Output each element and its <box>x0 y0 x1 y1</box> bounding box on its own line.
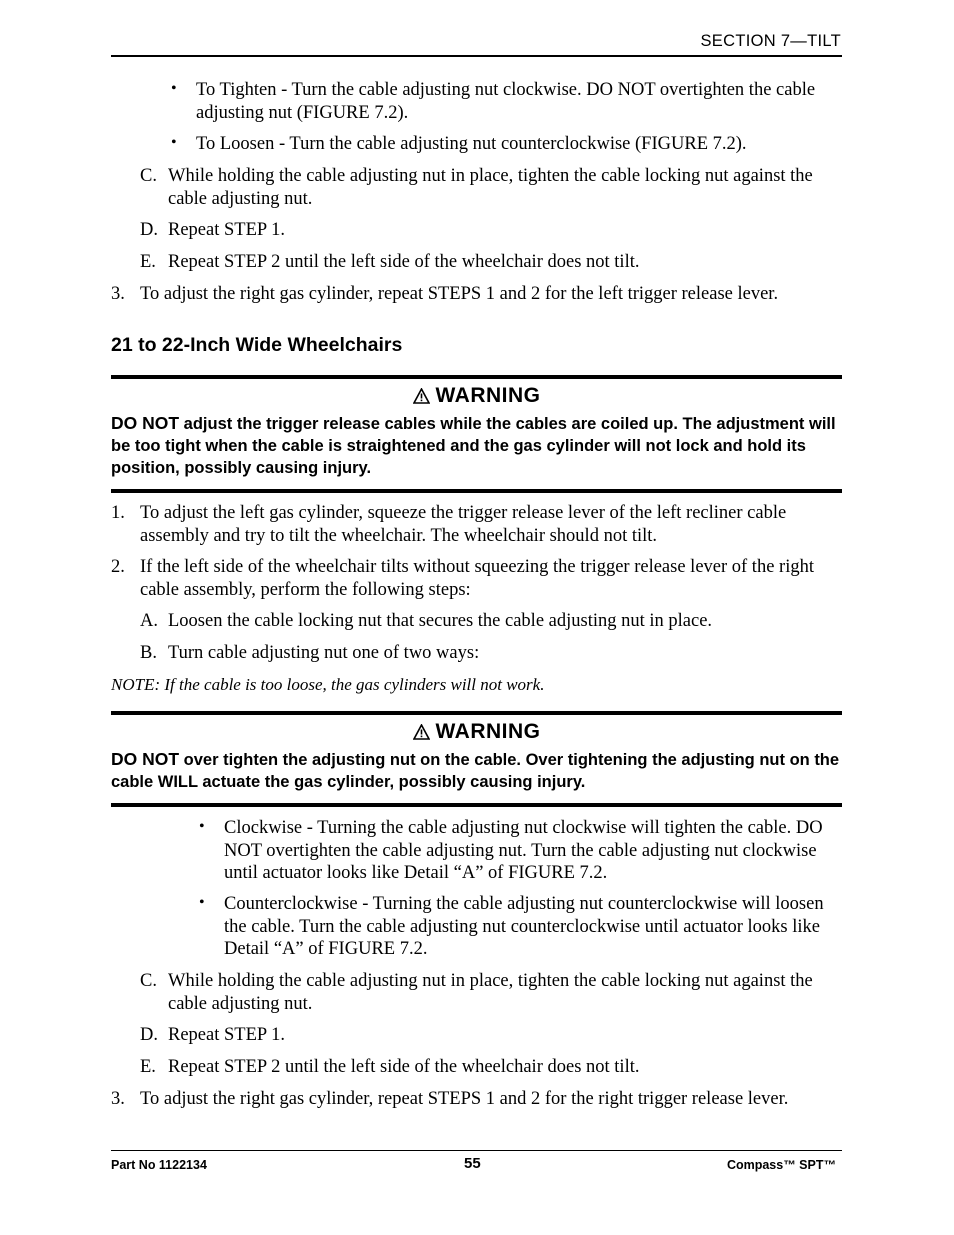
step-marker: E. <box>140 252 156 272</box>
warning-triangle-icon <box>413 388 430 409</box>
item-marker: 3. <box>111 1089 125 1109</box>
step-marker: C. <box>140 166 157 186</box>
warning-bottom-rule <box>111 489 842 493</box>
list-item: Clockwise - Turning the cable adjusting nut clockwise will tighten the cable. DO NOT overtighten the cable adjusting nut. Turn the cable adjusting nut clockwise until actuator looks like Detail “A” of FIGURE 7.2. <box>224 818 823 883</box>
product-name: Compass™ SPT™ <box>726 1158 836 1172</box>
warning-lead: DO NOT <box>111 413 180 433</box>
step-marker: D. <box>140 220 158 240</box>
part-number: Part No 1122134 <box>111 1158 207 1172</box>
list-item: To Tighten - Turn the cable adjusting nut clockwise. DO NOT overtighten the cable adjusting nut (FIGURE 7.2). <box>196 80 816 123</box>
step-marker: E. <box>140 1057 156 1077</box>
footer-rule <box>111 1150 842 1151</box>
bullet-dot: • <box>199 818 205 835</box>
step-text: While holding the cable adjusting nut in place, tighten the cable locking nut against the cable adjusting nut. <box>168 166 813 209</box>
warning-text: adjust the trigger release cables while the cables are coiled up. The adjustment will be too tight when the cable is straightened and the gas cylinder will not lock and hold its position, possibly causing injury. <box>111 415 836 477</box>
step-marker: B. <box>140 643 157 663</box>
item-text: To adjust the right gas cylinder, repeat STEPS 1 and 2 for the left trigger release lever. <box>140 284 779 304</box>
warning-title: WARNING <box>435 384 541 407</box>
bullet-dot: • <box>171 80 177 97</box>
step-text: Turn cable adjusting nut one of two ways: <box>168 643 480 663</box>
item-marker: 2. <box>111 557 125 577</box>
step-text: Repeat STEP 1. <box>168 220 285 240</box>
step-marker: C. <box>140 971 157 991</box>
step-text: Repeat STEP 2 until the left side of the wheelchair does not tilt. <box>168 1057 640 1077</box>
item-text: To adjust the left gas cylinder, squeeze the trigger release lever of the left recliner cable assembly and try to tilt the wheelchair. The wheelchair should not tilt. <box>140 503 787 546</box>
warning-title: WARNING <box>435 720 541 743</box>
page-number: 55 <box>464 1155 481 1172</box>
section-heading: 21 to 22-Inch Wide Wheelchairs <box>111 334 403 356</box>
warning-top-rule <box>111 375 842 379</box>
step-text: Loosen the cable locking nut that secures the cable adjusting nut in place. <box>168 611 713 631</box>
item-marker: 3. <box>111 284 125 304</box>
note: NOTE: If the cable is too loose, the gas cylinders will not work. <box>111 675 545 694</box>
section-header: SECTION 7—TILT <box>700 32 841 50</box>
list-item: Counterclockwise - Turning the cable adjusting nut counterclockwise will loosen the cable. Turn the cable adjusting nut counterclockwise until actuator looks like Detail “A” of FIGURE 7.2. <box>224 894 824 959</box>
item-marker: 1. <box>111 503 125 523</box>
step-text: While holding the cable adjusting nut in place, tighten the cable locking nut against the cable adjusting nut. <box>168 971 813 1014</box>
list-item: To Loosen - Turn the cable adjusting nut counterclockwise (FIGURE 7.2). <box>196 134 747 154</box>
warning-bottom-rule <box>111 803 842 807</box>
step-text: Repeat STEP 1. <box>168 1025 285 1045</box>
item-text: To adjust the right gas cylinder, repeat STEPS 1 and 2 for the right trigger release lever. <box>140 1089 789 1109</box>
warning-heading <box>111 384 842 409</box>
step-marker: A. <box>140 611 158 631</box>
warning-body <box>111 748 846 793</box>
warning-lead: DO NOT <box>111 749 180 769</box>
step-marker: D. <box>140 1025 158 1045</box>
step-text: Repeat STEP 2 until the left side of the wheelchair does not tilt. <box>168 252 640 272</box>
warning-top-rule <box>111 711 842 715</box>
warning-triangle-icon <box>413 724 430 745</box>
header-rule <box>111 55 842 57</box>
warning-body <box>111 412 846 479</box>
bullet-dot: • <box>199 894 205 911</box>
warning-text: over tighten the adjusting nut on the cable. Over tightening the adjusting nut on the cable WILL actuate the gas cylinder, possibly causing injury. <box>111 751 840 791</box>
item-text: If the left side of the wheelchair tilts without squeezing the trigger release lever of the right cable assembly, perform the following steps: <box>140 557 814 600</box>
bullet-dot: • <box>171 134 177 151</box>
warning-heading <box>111 720 842 745</box>
